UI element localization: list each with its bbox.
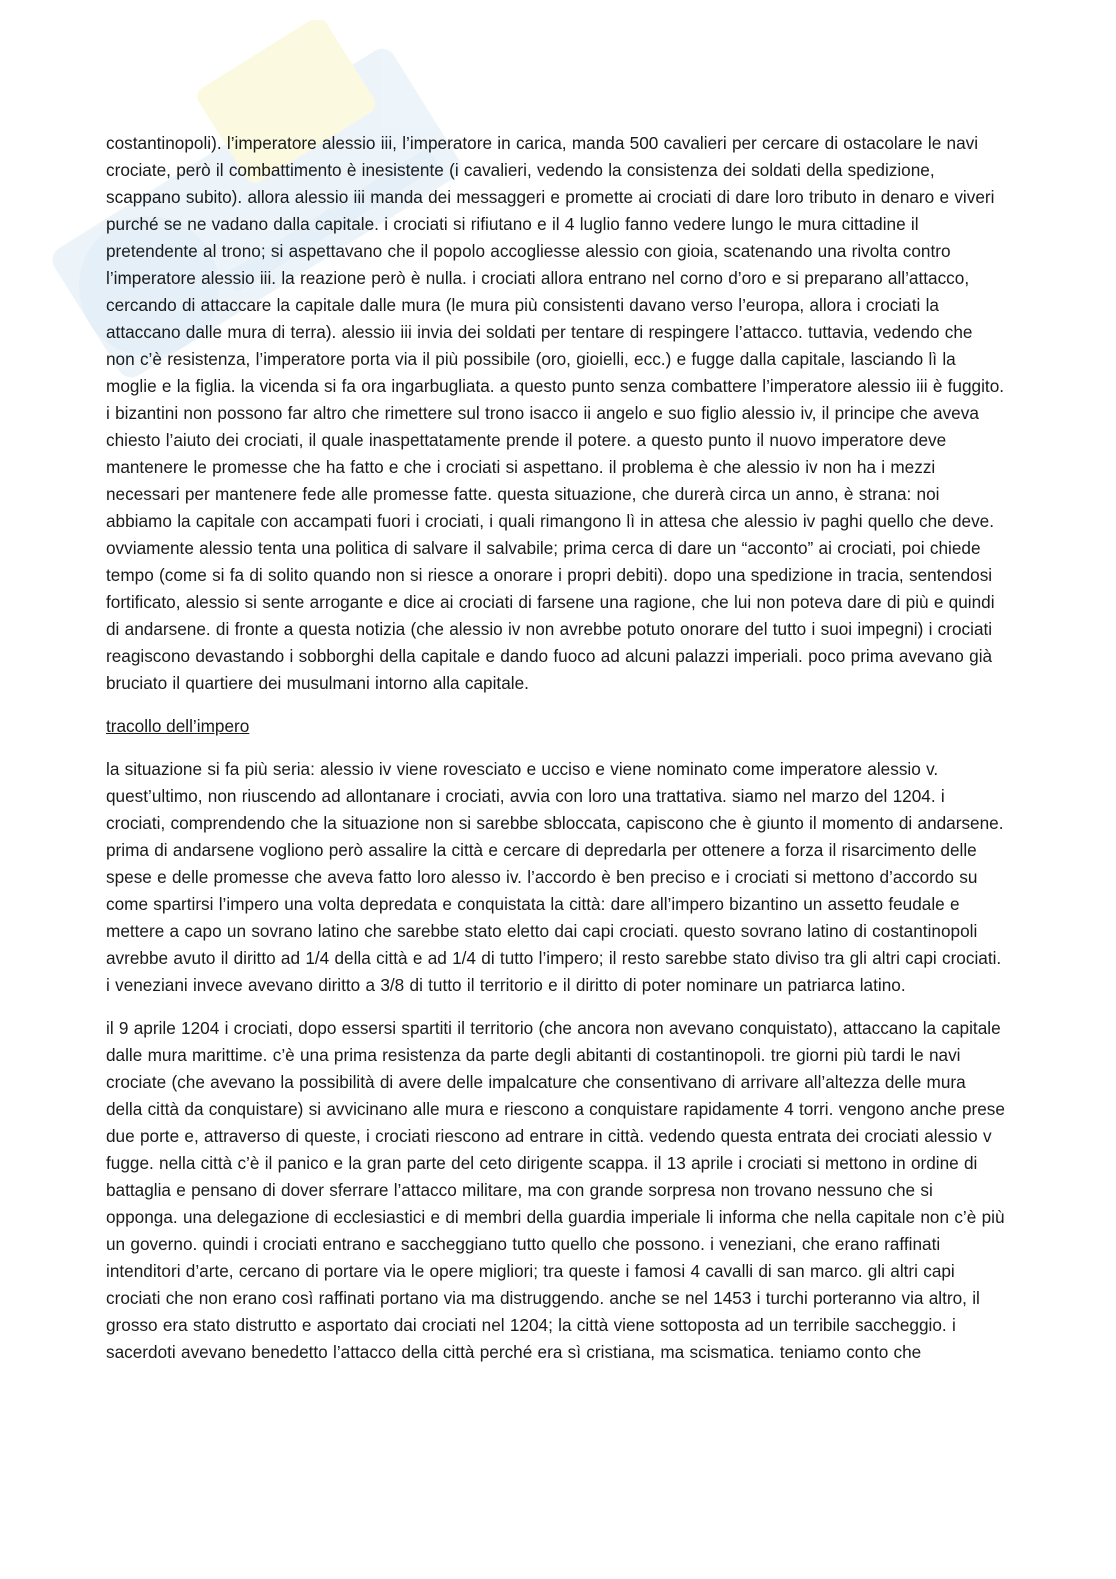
document-body [106,130,1006,1382]
paragraph-attacco: il 9 aprile 1204 i crociati, dopo essersi spartiti il territorio (che ancora non avevano conquistato), attaccano la capitale dalle mura marittime. c’è una prima resistenza da parte degli abitanti di costantinopoli. tre giorni più tardi le navi crociate (che avevano la possibilità di avere delle impalcature che consentivano di arrivare all’altezza delle mura della città da conquistare) si avvicinano alle mura e riescono a conquistare rapidamente 4 torri. vengono anche prese due porte e, attraverso di queste, i crociati riescono ad entrare in città. vedendo questa entrata dei crociati alessio v fugge. nella città c’è il panico e la gran parte del ceto dirigente scappa. il 13 aprile i crociati si mettono in ordine di battaglia e pensano di dover sferrare l’attacco militare, ma con grande sorpresa non trovano nessuno che si opponga. una delegazione di ecclesiastici e di membri della guardia imperiale li informa che nella capitale non c’è più un governo. quindi i crociati entrano e saccheggiano tutto quello che possono. i veneziani, che erano raffinati intenditori d’arte, cercano di portare via le opere migliori; tra queste i famosi 4 cavalli di san marco. gli altri capi crociati che non erano così raffinati portano via ma distruggendo. anche se nel 1453 i turchi porteranno via altro, il grosso era stato distrutto e asportato dai crociati nel 1204; la città viene sottoposta ad un terribile saccheggio. i sacerdoti avevano benedetto l’attacco della città perché era sì cristiana, ma scismatica. teniamo conto che [106,1018,1005,1362]
paragraph-situazione: la situazione si fa più seria: alessio iv viene rovesciato e ucciso e viene nominato come imperatore alessio v. quest’ultimo, non riuscendo ad allontanare i crociati, avvia con loro una trattativa. siamo nel marzo del 1204. i crociati, comprendendo che la situazione non si sarebbe sbloccata, capiscono che è giunto il momento di andarsene. prima di andarsene vogliono però assalire la città e cercare di depredarla per ottenere a forza il risarcimento delle spese e delle promesse che aveva fatto loro alesso iv. l’accordo è ben preciso e i crociati si mettono d’accordo su come spartirsi l’impero una volta depredata e conquistata la città: dare all’impero bizantino un assetto feudale e mettere a capo un sovrano latino che sarebbe stato eletto dai capi crociati. questo sovrano latino di costantinopoli avrebbe avuto il diritto ad 1/4 della città e ad 1/4 di tutto l’impero; il resto sarebbe stato diviso tra gli altri capi crociati. i veneziani invece avevano diritto a 3/8 di tutto il territorio e il diritto di poter nominare un patriarca latino. [106,759,1004,995]
paragraph-intro: costantinopoli). l’imperatore alessio iii, l’imperatore in carica, manda 500 cavalieri per cercare di ostacolare le navi crociate, però il combattimento è inesistente (i cavalieri, vedendo la consistenza dei soldati della spedizione, scappano subito). allora alessio iii manda dei messaggeri e promette ai crociati di dare loro tributo in denaro e viveri purché se ne vadano dalla capitale. i crociati si rifiutano e il 4 luglio fanno vedere lungo le mura cittadine il pretendente al trono; si aspettavano che il popolo accogliesse alessio con gioia, scatenando una rivolta contro l’imperatore alessio iii. la reazione però è nulla. i crociati allora entrano nel corno d’oro e si preparano all’attacco, cercando di attaccare la capitale dalle mura (le mura più consistenti davano verso l’europa, allora i crociati la attaccano dalle mura di terra). alessio iii invia dei soldati per tentare di respingere l’attacco. tuttavia, vedendo che non c’è resistenza, l’imperatore porta via il più possibile (oro, gioielli, ecc.) e fugge dalla capitale, lasciando lì la moglie e la figlia. la vicenda si fa ora ingarbugliata. a questo punto senza combattere l’imperatore alessio iii è fuggito. i bizantini non possono far altro che rimettere sul trono isacco ii angelo e suo figlio alessio iv, il principe che aveva chiesto l’aiuto dei crociati, il quale inaspettatamente prende il potere. a questo punto il nuovo imperatore deve mantenere le promesse che ha fatto e che i crociati si aspettano. il problema è che alessio iv non ha i mezzi necessari per mantenere fede alle promesse fatte. questa situazione, che durerà circa un anno, è strana: noi abbiamo la capitale con accampati fuori i crociati, i quali rimangono lì in attesa che alessio iv paghi quello che deve. ovviamente alessio tenta una politica di salvare il salvabile; prima cerca di dare un “acconto” ai crociati, poi chiede tempo (come si fa di solito quando non si riesce a onorare i propri debiti). dopo una spedizione in tracia, sentendosi fortificato, alessio si sente arrogante e dice ai crociati di farsene una ragione, che lui non poteva dare di più e quindi di andarsene. di fronte a questa notizia (che alessio iv non avrebbe potuto onorare del tutto i suoi impegni) i crociati reagiscono devastando i sobborghi della capitale e dando fuoco ad alcuni palazzi imperiali. poco prima avevano già bruciato il quartiere dei musulmani intorno alla capitale. [106,133,1005,693]
section-heading-tracollo: tracollo dell’impero [106,716,250,736]
